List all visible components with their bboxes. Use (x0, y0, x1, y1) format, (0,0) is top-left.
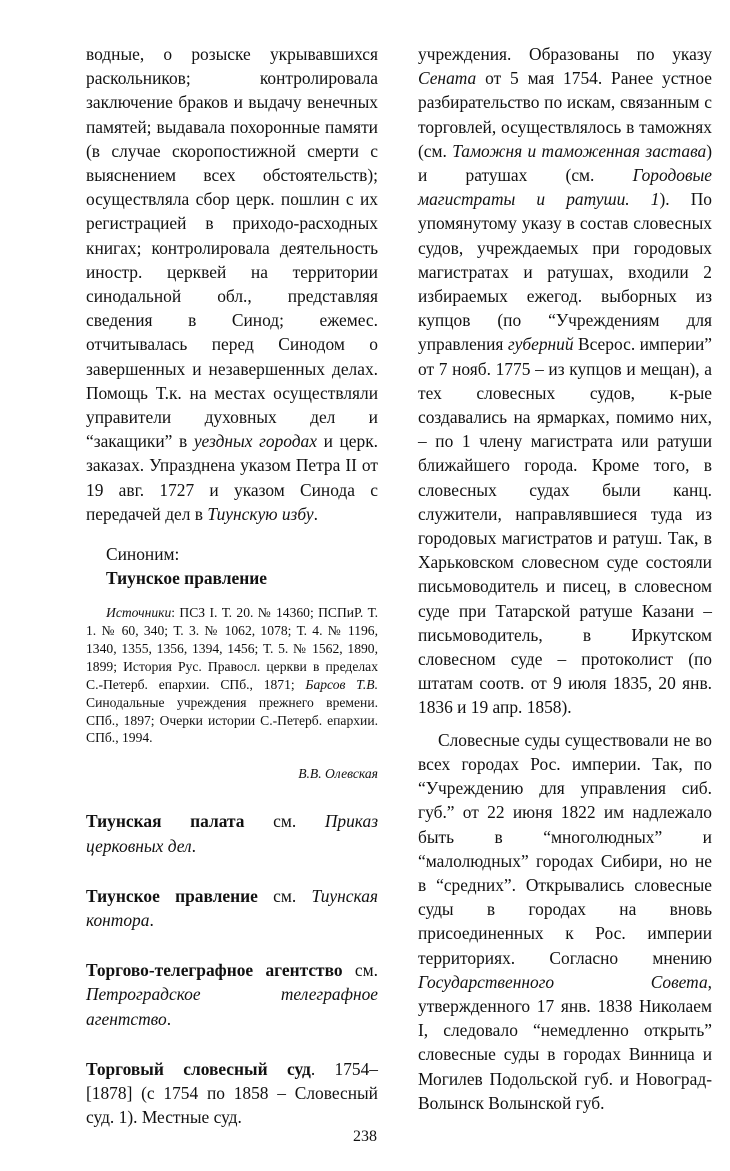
entry-continuation-text (86, 42, 378, 526)
text-run: водные, о розыске укрывавшихся раскольников; контролировала заключение браков и выдачу венечных памятей; выдавала похоронные памяти (в случае скоропостижной смерти с выяснением всех обстоятельств); осуществляла сбор церк. пошлин с их регистрацией в приходо-расходных книгах; контролировала деятельность иностр. церквей на территории синодальной обл., представляя сведения в Синод; ежемес. отчитывалась перед Синодом о завершенных и незавершенных делах. Помощь Т.к. на местах осуществляли управители духовных дел и “закащики” в (86, 44, 378, 452)
italic-reference: Приказ церковных дел (86, 811, 378, 856)
italic-reference: уездных городах (193, 431, 317, 452)
text-run: . 1754–[1878] (с 1754 по 1858 – Словесный суд. 1). Местные суд. (86, 1058, 378, 1128)
right-column (418, 42, 712, 1115)
text-run: Словесные суды существовали не во всех городах Рос. империи. Так, по “Учреждению для управления сиб. губ.” от 22 июня 1822 им надлежало быть в “многолюдных” и “малолюдных” городах Сибири, но не в “средних”. Открывались словесные суды в городах на вновь присоединенных к Рос. империи территориях. Согласно мнению (418, 729, 712, 968)
synonym-label: Синоним: (106, 544, 180, 565)
text-run: ). По упомянутому указу в состав словесных судов, учреждаемых при городовых магистратах и ратушах, входили 2 избираемых ежегод. выборных из купцов (по “Учреждениям для управления (418, 189, 712, 355)
article-author: В.В. Олевская (298, 766, 378, 782)
headword: Торгово-телеграфное агентство (86, 960, 343, 981)
text-run: см. (257, 885, 312, 906)
text-run: Синодальные учреждения прежнего времени. СПб., 1897; Очерки истории С.-Петерб. епархии. СПб., 1994. (86, 694, 378, 746)
text-run: см. (342, 960, 378, 981)
italic-reference: Государственного Совета (418, 971, 708, 992)
entry-tiunskaya-palata (86, 809, 378, 857)
italic-reference: Таможня и таможенная застава (452, 140, 707, 161)
page-number: 238 (353, 1128, 377, 1145)
headword: Тиунская палата (86, 811, 245, 832)
italic-reference: Источники (106, 605, 172, 621)
text-run: учреждения. Образованы по указу (418, 44, 712, 64)
text-run: : ПСЗ I. Т. 20. № 14360; ПСПиР. Т. 1. № 60, 340; Т. 3. № 1062, 1078; Т. 4. № 1196, 1340, 1355, 1356, 1394, 1456; Т. 5. № 1562, 1890, 1899; История Рус. Правосл. церкви в пределах С.-Петерб. епархии. СПб., 1871; (86, 605, 378, 692)
synonym-term: Тиунское правление (106, 568, 267, 589)
text-run: . (313, 503, 318, 524)
entry-tiunskoe-pravlenie (86, 884, 378, 932)
italic-reference: Тиунскую избу (207, 503, 314, 524)
italic-reference: Городовые магистраты и ратуши. 1 (418, 165, 712, 210)
text-run: , утвержденного 17 янв. 1838 Николаем I, следовало “немедленно открыть” словесные суды в городах Винница и Могилев Подольской губ. и Новоград-Волынск Волынской губ. (418, 971, 712, 1113)
headword: Тиунское правление (86, 885, 258, 906)
text-run: от 5 мая 1754. Ранее устное разбирательство по искам, связанным с торговлей, осуществлялось в таможнях (см. (418, 68, 712, 161)
text-run: . (191, 835, 196, 856)
text-run: ) и ратушах (см. (418, 140, 712, 186)
text-run: . (166, 1008, 172, 1029)
italic-reference: губерний (507, 334, 574, 355)
right-paragraph-1 (418, 42, 712, 720)
headword: Торговый словесный суд (86, 1058, 311, 1079)
text-run: см. (244, 811, 325, 832)
left-column (86, 42, 378, 1129)
italic-reference: Барсов Т.В. (305, 676, 378, 692)
entry-torgovo-telegrafnoe-agentstvo (86, 958, 378, 1031)
entry-torgovyi-slovesnyi-sud (86, 1057, 378, 1130)
text-run: . (149, 909, 154, 930)
sources-block (86, 604, 378, 747)
italic-reference: Сената (418, 68, 477, 89)
text-run: Всерос. империи” от 7 нояб. 1775 – из купцов и мещан), а тех словесных судов, к-рые создавались на ярмарках, помимо них, – по 1 члену магистрата или ратуши ближайшего города. Кроме того, в словесных судах были канц. служители, направлявшиеся туда из городовых магистратов и ратуш. Так, в Харьковском словесном суде состояли письмоводитель и писец, в словесном суде при Татарской ратуше Казани – письмоводитель, в Иркутском словесном суде – протоколист (по штатам соотв. от 9 июля 1835, 20 янв. 1836 и 19 апр. 1858). (418, 334, 712, 718)
italic-reference: Тиунская контора (86, 885, 378, 930)
text-run: и церк. заказах. Упразднена указом Петра II от 19 авг. 1727 и указом Синода с передачей дел в (86, 431, 379, 524)
italic-reference: Петроградское телеграфное агентство (86, 984, 378, 1029)
right-paragraph-2 (418, 728, 712, 1115)
